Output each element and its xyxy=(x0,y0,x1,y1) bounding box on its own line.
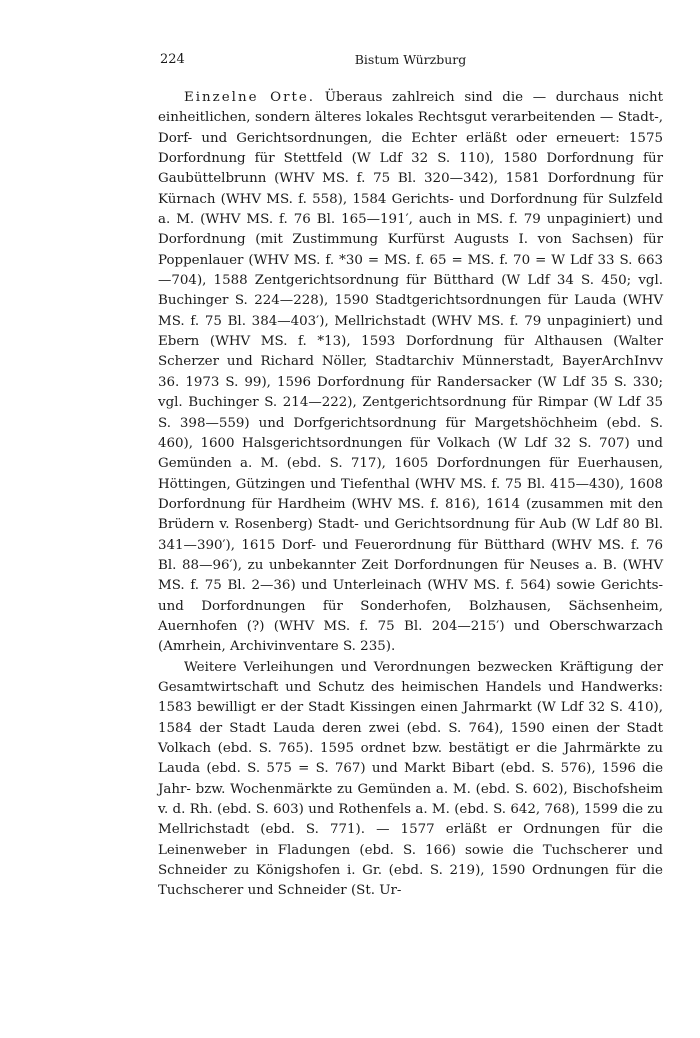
paragraph-text: Weitere Verleihungen und Verordnungen bezwecken Kräftigung der Gesamtwirtschaft und Schutz des heimischen Handels und Handwerks: 1583 bewilligt er der Stadt Kissingen einen Jahrmarkt (W Ldf 32 S. 410), 1584 der Stadt Lauda deren zwei (ebd. S. 764), 1590 einen der Stadt Volkach (ebd. S. 765). 1595 ordnet bzw. bestätigt er die Jahrmärkte zu Lauda (ebd. S. 575 = S. 767) und Markt Bibart (ebd. S. 576), 1596 die Jahr- bzw. Wochenmärkte zu Gemünden a. M. (ebd. S. 602), Bischofsheim v. d. Rh. (ebd. S. 603) und Rothenfels a. M. (ebd. S. 642, 768), 1599 die zu Mellrichstadt (ebd. S. 771). — 1577 erläßt er Ordnungen für die Leinenweber in Fladungen (ebd. S. 166) sowie die Tuchscherer und Schneider zu Königshofen i. Gr. (ebd. S. 219), 1590 Ordnungen für die Tuchscherer und Schneider (St. Ur- xyxy=(158,659,663,899)
paragraph-weitere-verleihungen xyxy=(158,658,663,902)
running-title: Bistum Würzburg xyxy=(354,52,467,67)
paragraph-einzelne-orte xyxy=(158,88,663,658)
paragraph-text: Überaus zahlreich sind die — durchaus nicht einheitlichen, sondern älteres lokales Rechtsgut verarbeitenden — Stadt-, Dorf- und Gerichtsordnungen, die Echter erläßt oder erneuert: 1575 Dorfordnung für Stettfeld (W Ldf 32 S. 110), 1580 Dorfordnung für Gaubüttelbrunn (WHV MS. f. 75 Bl. 320—342), 1581 Dorfordnung für Kürnach (WHV MS. f. 558), 1584 Gerichts- und Dorfordnung für Sulzfeld a. M. (WHV MS. f. 76 Bl. 165—191′, auch in MS. f. 79 unpaginiert) und Dorfordnung (mit Zustimmung Kurfürst Augusts I. von Sachsen) für Poppenlauer (WHV MS. f. *30 = MS. f. 65 = MS. f. 70 = W Ldf 33 S. 663—704), 1588 Zentgerichtsordnung für Bütthard (W Ldf 34 S. 450; vgl. Buchinger S. 224—228), 1590 Stadtgerichtsordnungen für Lauda (WHV MS. f. 75 Bl. 384—403′), Mellrichstadt (WHV MS. f. 79 unpaginiert) und Ebern (WHV MS. f. *13), 1593 Dorfordnung für Althausen (Walter Scherzer und Richard Nöller, Stadtarchiv Münnerstadt, BayerArchInvv 36. 1973 S. 99), 1596 Dorfordnung für Randersacker (W Ldf 35 S. 330; vgl. Buchinger S. 214—222), Zentgerichtsordnung für Rimpar (W Ldf 35 S. 398—559) und Dorfgerichtsordnung für Margetshöchheim (ebd. S. 460), 1600 Halsgerichtsordnungen für Volkach (W Ldf 32 S. 707) und Gemünden a. M. (ebd. S. 717), 1605 Dorfordnungen für Euerhausen, Höttingen, Gützingen und Tiefenthal (WHV MS. f. 75 Bl. 415—430), 1608 Dorfordnung für Hardheim (WHV MS. f. 816), 1614 (zusammen mit den Brüdern v. Rosenberg) Stadt- und Gerichtsordnung für Aub (W Ldf 80 Bl. 341—390′), 1615 Dorf- und Feuerordnung für Bütthard (WHV MS. f. 76 Bl. 88—96′), zu unbekannter Zeit Dorfordnungen für Neuses a. B. (WHV MS. f. 75 Bl. 2—36) und Unterleinach (WHV MS. f. 564) sowie Gerichts- und Dorfordnungen für Sonderhofen, Bolzhausen, Sächsenheim, Auernhofen (?) (WHV MS. f. 75 Bl. 204—215′) und Oberschwarzach (Amrhein, Archivinventare S. 235). xyxy=(158,90,663,655)
running-head xyxy=(158,52,663,74)
page-number: 224 xyxy=(160,52,185,67)
section-lead-heading: Einzelne Orte. xyxy=(184,90,316,105)
book-page xyxy=(158,52,663,902)
body-text xyxy=(158,88,663,902)
